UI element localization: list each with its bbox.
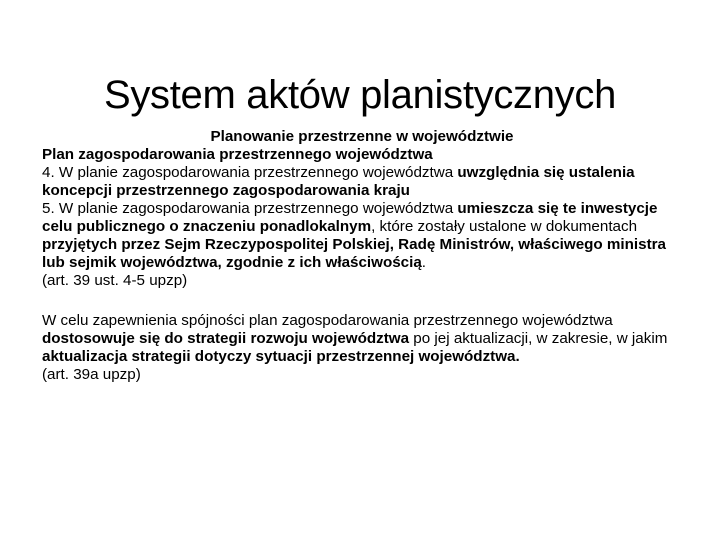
citation-art-39a: (art. 39a upzp) (42, 366, 141, 383)
paragraph-coherence (42, 312, 682, 366)
section-subtitle: Planowanie przestrzenne w województwie (210, 128, 514, 145)
coherence-text-2: po jej aktualizacji, w zakresie, w jakim (409, 330, 668, 347)
spacer (42, 290, 682, 312)
citation-art-39: (art. 39 ust. 4-5 upzp) (42, 272, 188, 289)
point-5-emphasis-2: przyjętych przez Sejm Rzeczypospolitej Polskiej, Radę Ministrów, właściwego ministra lub sejmik województwa, zgodnie z ich właściwością (42, 236, 666, 271)
point-5-end: . (421, 254, 427, 271)
section-heading: Plan zagospodarowania przestrzennego województwa (42, 146, 433, 163)
point-4-emphasis: uwzględnia się ustalenia koncepcji przestrzennego zagospodarowania kraju (42, 164, 635, 199)
point-4-text: 4. W planie zagospodarowania przestrzennego województwa (42, 164, 458, 181)
paragraph-point-4 (42, 164, 682, 200)
coherence-emphasis: dostosowuje się do strategii rozwoju województwa (42, 330, 410, 347)
coherence-text: W celu zapewnienia spójności plan zagospodarowania przestrzennego województwa (42, 312, 613, 329)
point-5-text: 5. W planie zagospodarowania przestrzennego województwa (42, 200, 458, 217)
slide-content (42, 128, 682, 384)
paragraph-point-5 (42, 200, 682, 272)
point-5-emphasis: umieszcza się te inwestycje celu publicznego o znaczeniu ponadlokalnym (42, 200, 658, 235)
coherence-emphasis-2: aktualizacja strategii dotyczy sytuacji przestrzennej województwa. (42, 348, 520, 365)
slide-title: System aktów planistycznych (103, 72, 617, 117)
point-5-text-2: , które zostały ustalone w dokumentach (371, 218, 638, 235)
